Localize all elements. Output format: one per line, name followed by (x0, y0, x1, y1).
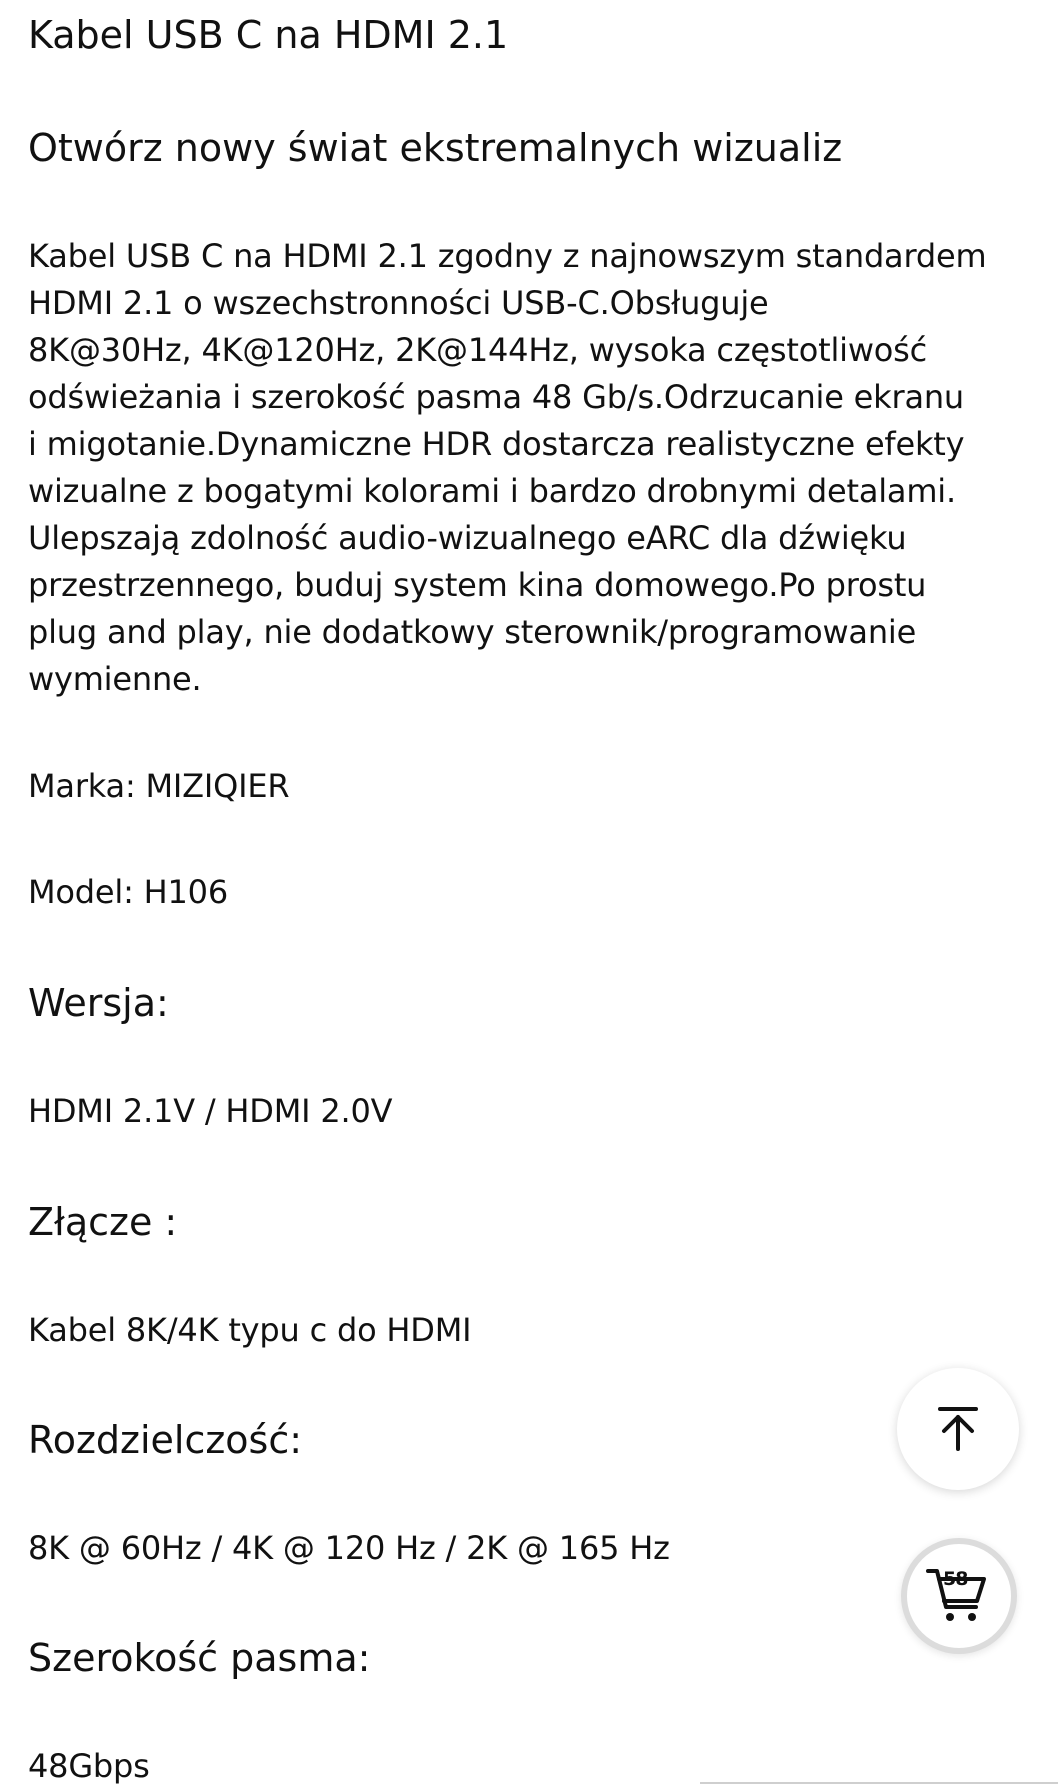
description-paragraph (28, 233, 1018, 703)
resolution-heading: Rozdzielczość: (28, 1418, 303, 1462)
cart-count-badge: 58 (943, 1568, 968, 1590)
product-subtitle: Otwórz nowy świat ekstremalnych wizualiz (28, 126, 843, 170)
version-heading: Wersja: (28, 981, 169, 1025)
connector-value: Kabel 8K/4K typu c do HDMI (28, 1311, 472, 1349)
description-line: 8K@30Hz, 4K@120Hz, 2K@144Hz, wysoka częstotliwość (28, 331, 928, 369)
model-line: Model: H106 (28, 873, 228, 911)
scroll-to-top-button[interactable] (897, 1368, 1019, 1490)
description-line: Kabel USB C na HDMI 2.1 zgodny z najnowszym standardem (28, 237, 987, 275)
bottom-divider (700, 1782, 1058, 1784)
description-line: wymienne. (28, 660, 202, 698)
description-line: Ulepszają zdolność audio-wizualnego eARC dla dźwięku (28, 519, 907, 557)
brand-line: Marka: MIZIQIER (28, 767, 290, 805)
cart-button[interactable] (901, 1538, 1017, 1654)
description-line: plug and play, nie dodatkowy sterownik/programowanie (28, 613, 917, 651)
version-value: HDMI 2.1V / HDMI 2.0V (28, 1092, 393, 1130)
description-line: i migotanie.Dynamiczne HDR dostarcza realistyczne efekty (28, 425, 965, 463)
description-line: HDMI 2.1 o wszechstronności USB-C.Obsługuje (28, 284, 769, 322)
description-line: odświeżania i szerokość pasma 48 Gb/s.Odrzucanie ekranu (28, 378, 965, 416)
bandwidth-value: 48Gbps (28, 1747, 150, 1785)
bandwidth-heading: Szerokość pasma: (28, 1636, 371, 1680)
arrow-up-to-top-icon (934, 1405, 982, 1453)
connector-heading: Złącze : (28, 1200, 178, 1244)
description-line: wizualne z bogatymi kolorami i bardzo drobnymi detalami. (28, 472, 956, 510)
resolution-value: 8K @ 60Hz / 4K @ 120 Hz / 2K @ 165 Hz (28, 1529, 670, 1567)
description-line: przestrzennego, buduj system kina domowego.Po prostu (28, 566, 927, 604)
product-title: Kabel USB C na HDMI 2.1 (28, 13, 509, 57)
